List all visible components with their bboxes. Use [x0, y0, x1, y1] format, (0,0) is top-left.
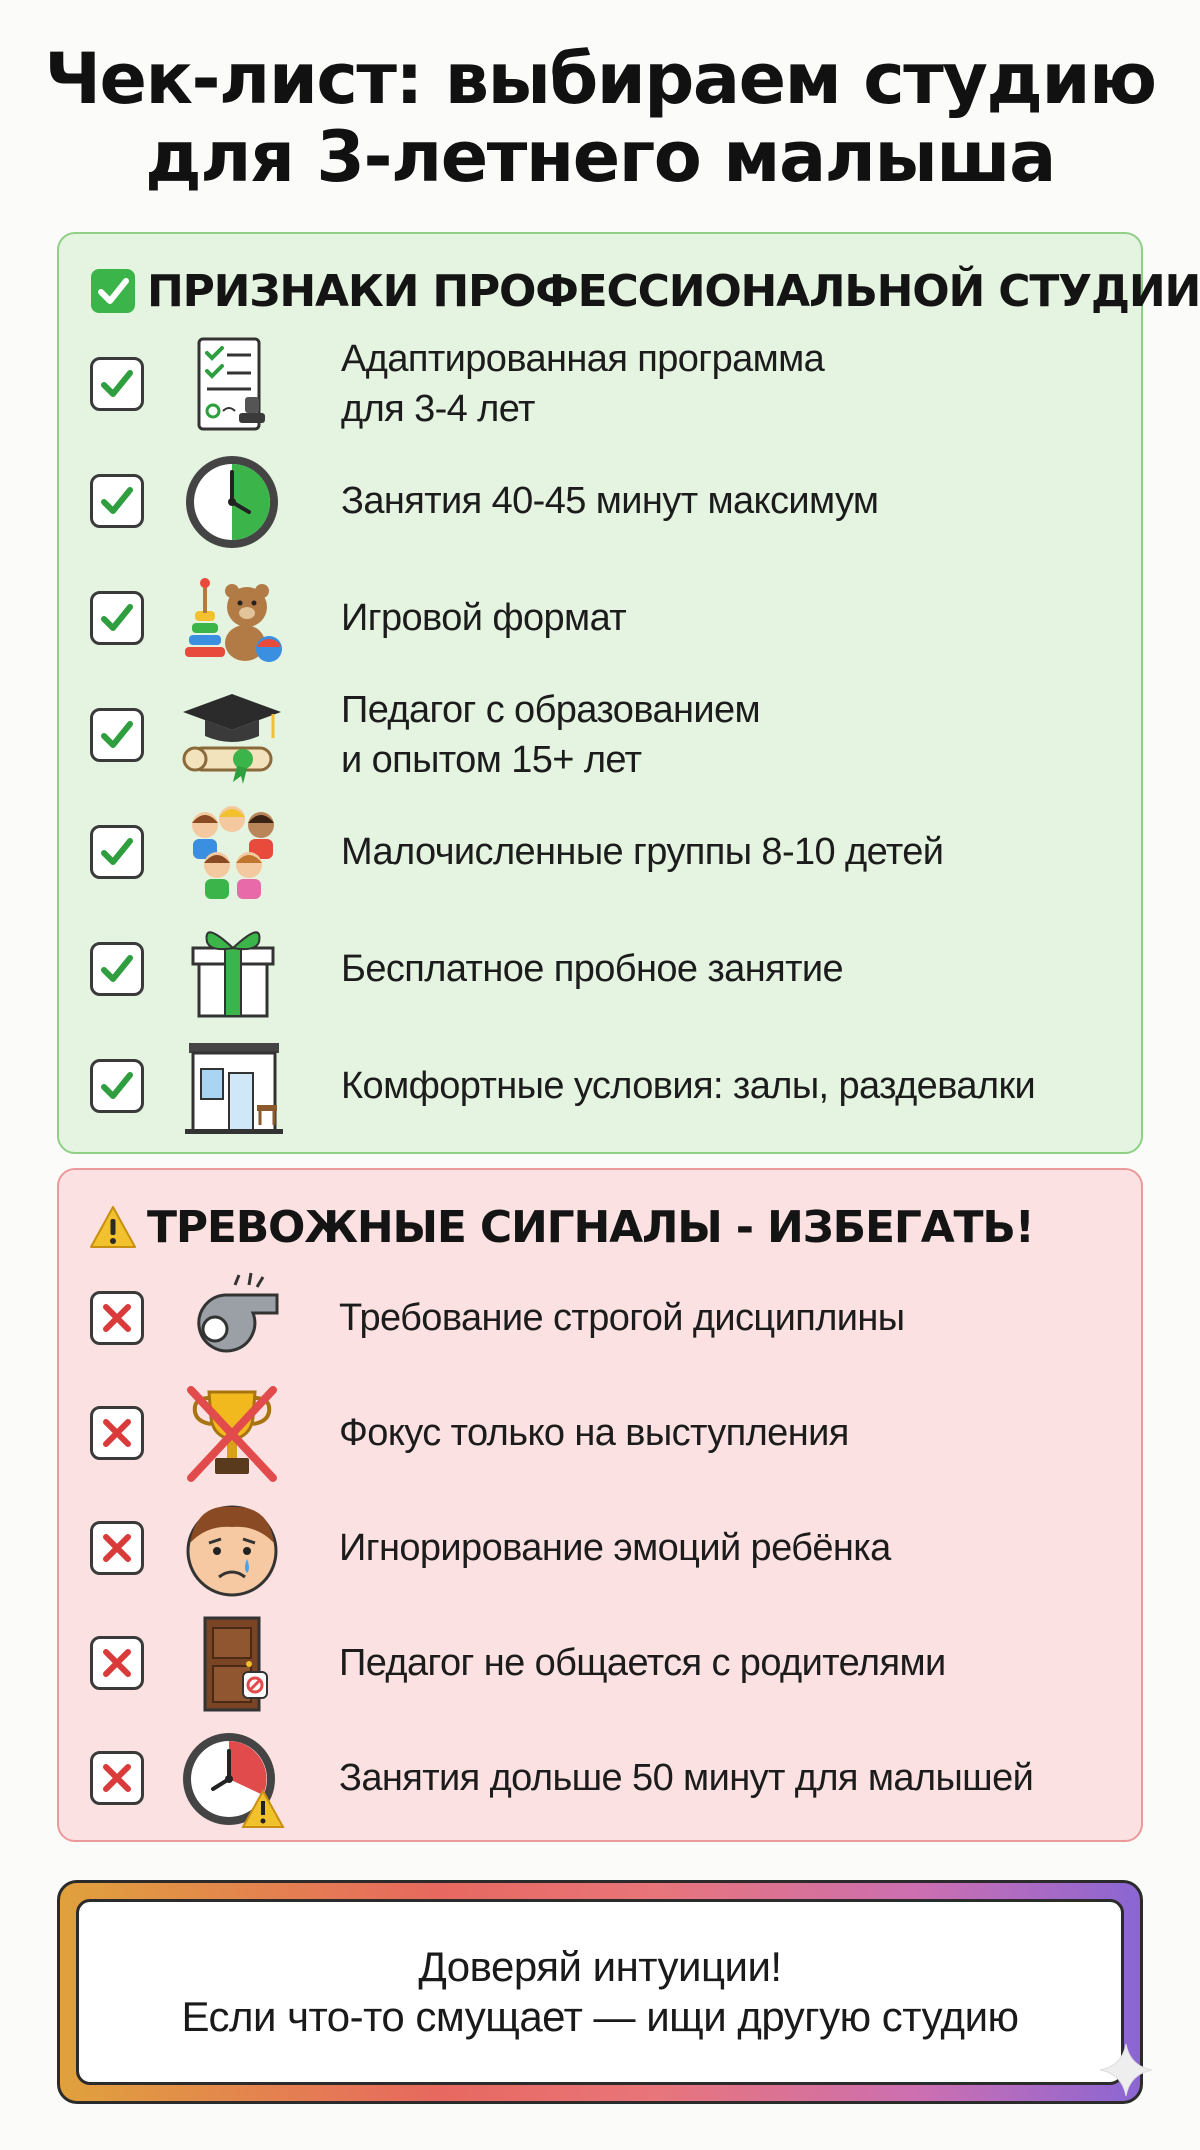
crossed-checkbox[interactable]: [90, 1406, 144, 1460]
good-item-text: Педагог с образованием и опытом 15+ лет: [341, 689, 761, 781]
good-item: [59, 914, 1145, 1024]
good-item-text: Игровой формат: [341, 597, 627, 639]
crossed-checkbox[interactable]: [90, 1291, 144, 1345]
checked-checkbox[interactable]: [90, 357, 144, 411]
banner-line-2: Если что-то смущает — ищи другую студию: [181, 1993, 1019, 2040]
crossed-checkbox[interactable]: [90, 1636, 144, 1690]
bad-item: [59, 1263, 1145, 1373]
gift-icon: [177, 920, 287, 1020]
warning-signs-panel: [57, 1168, 1143, 1842]
closed-door-icon: [177, 1614, 287, 1714]
good-item-text: Адаптированная программа для 3-4 лет: [341, 338, 825, 430]
professional-signs-title: ПРИЗНАКИ ПРОФЕССИОНАЛЬНОЙ СТУДИИ: [147, 265, 1200, 317]
banner-line-1: Доверяй интуиции!: [418, 1943, 782, 1990]
good-item-text: Бесплатное пробное занятие: [341, 948, 844, 990]
warning-signs-heading: [89, 1192, 1034, 1262]
good-item: [59, 446, 1145, 556]
intuition-banner-text: [76, 1899, 1124, 2085]
bad-item: [59, 1493, 1145, 1603]
checked-checkbox[interactable]: [90, 825, 144, 879]
good-item: [59, 1031, 1145, 1141]
title-line-2: для 3-летнего малыша: [145, 116, 1055, 198]
bad-item-text: Требование строгой дисциплины: [339, 1297, 905, 1339]
title-line-1: Чек-лист: выбираем студию: [44, 38, 1156, 120]
toys-icon: [177, 569, 287, 669]
bad-item-text: Фокус только на выступления: [339, 1412, 849, 1454]
whistle-icon: [177, 1269, 287, 1369]
checked-checkbox[interactable]: [90, 942, 144, 996]
bad-item-text: Игнорирование эмоций ребёнка: [339, 1527, 891, 1569]
kids-group-icon: [177, 803, 287, 903]
good-item: [59, 680, 1145, 790]
good-item: [59, 329, 1145, 439]
clock-icon: [177, 452, 287, 552]
good-item-text: Комфортные условия: залы, раздевалки: [341, 1065, 1036, 1107]
studio-building-icon: [177, 1037, 287, 1137]
good-item-text: Малочисленные группы 8-10 детей: [341, 831, 944, 873]
bad-item: [59, 1723, 1145, 1833]
professional-signs-heading: [89, 256, 1200, 326]
checked-checkbox[interactable]: [90, 1059, 144, 1113]
good-item-text: Занятия 40-45 минут максимум: [341, 480, 879, 522]
bad-item: [59, 1378, 1145, 1488]
sparkle-icon: [1096, 2040, 1156, 2100]
crossed-checkbox[interactable]: [90, 1751, 144, 1805]
warning-signs-title: ТРЕВОЖНЫЕ СИГНАЛЫ - ИЗБЕГАТЬ!: [147, 1201, 1034, 1253]
crying-child-icon: [177, 1499, 287, 1599]
checked-checkbox[interactable]: [90, 474, 144, 528]
good-item: [59, 797, 1145, 907]
bad-item-text: Педагог не общается с родителями: [339, 1642, 946, 1684]
bad-item-text: Занятия дольше 50 минут для малышей: [339, 1757, 1034, 1799]
crossed-checkbox[interactable]: [90, 1521, 144, 1575]
bad-item: [59, 1608, 1145, 1718]
check-mark-button-icon: [89, 267, 137, 315]
intuition-banner: [57, 1880, 1143, 2104]
warning-icon: [89, 1203, 137, 1251]
checked-checkbox[interactable]: [90, 708, 144, 762]
crossed-trophy-icon: [177, 1384, 287, 1484]
graduation-icon: [177, 686, 287, 786]
certified-document-icon: [177, 335, 287, 435]
overtime-clock-icon: [177, 1729, 287, 1829]
checked-checkbox[interactable]: [90, 591, 144, 645]
professional-signs-panel: [57, 232, 1200, 1154]
page-title: [0, 40, 1200, 196]
good-item: [59, 563, 1145, 673]
